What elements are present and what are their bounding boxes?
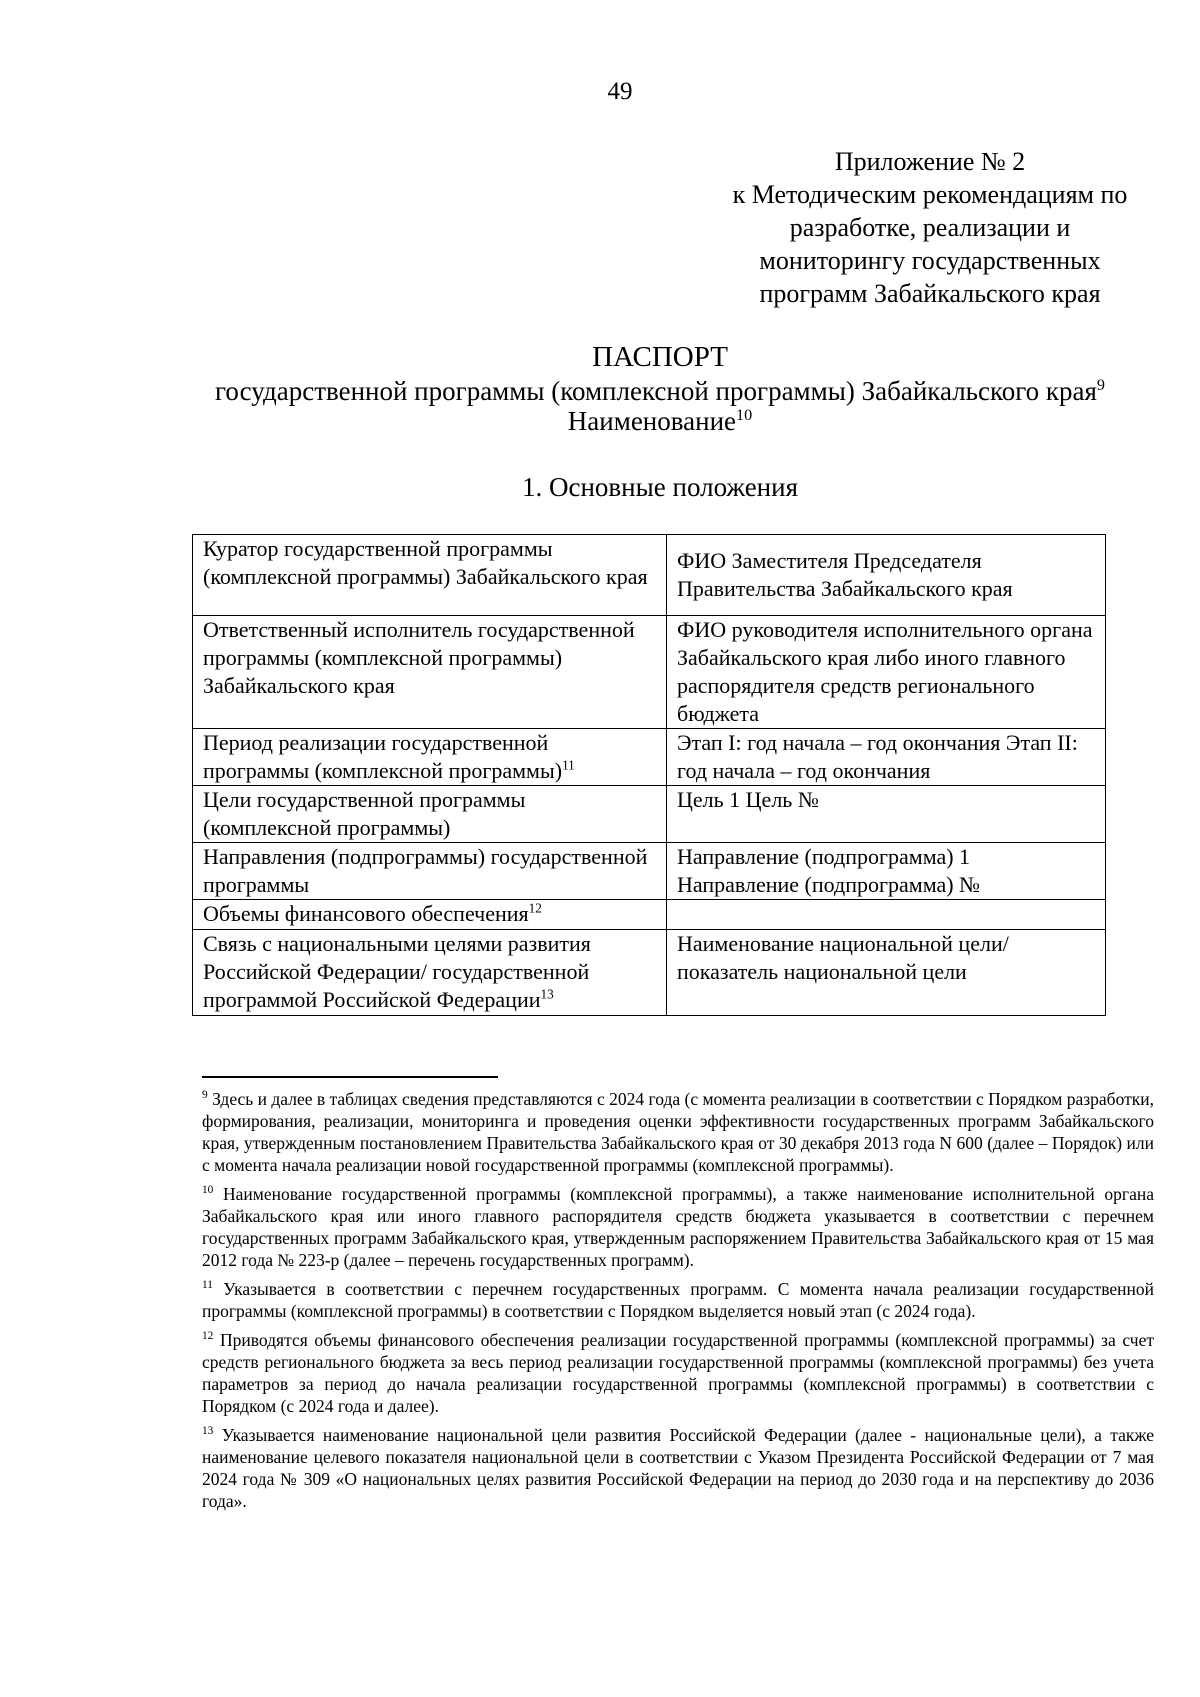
table-row (193, 900, 1106, 930)
footnotes (202, 1088, 1154, 1519)
table-row (193, 843, 1106, 900)
row-value (667, 900, 1106, 930)
footnote: $^{10}$ Наименование государственной программы (комплексной программы), а также наименование исполнительной органа Забайкальского края или иного главного распорядителя средств бюджета указывается в соответствии с перечнем государственных программ Забайкальского края, утвержденным распоряжением Правительства Забайкальского края от 15 мая 2012 года № 223-р (далее – перечень государственных программ). (202, 1184, 1154, 1270)
footnote: $^{11}$ Указывается в соответствии с перечнем государственных программ. С момента начала реализации государственной программы (комплексной программы) в соответствии с Порядком выделяется новый этап (с 2024 года). (202, 1279, 1154, 1321)
footnote-number: 13 (202, 1425, 214, 1438)
appendix-line: к Методическим рекомендациям по (732, 180, 1128, 209)
footnote-separator (202, 1076, 498, 1078)
table-row (193, 729, 1106, 786)
footnote-number: 12 (202, 1330, 214, 1343)
table-row (193, 786, 1106, 843)
table-row (193, 535, 1106, 616)
footnote: $^{13}$ Указывается наименование национальной цели развития Российской Федерации (далее - национальные цели), а также наименование целевого показателя национальной цели в соответствии с Указом Президента Российской Федерации от 7 мая 2024 года № 309 «О национальных целях развития Российской Федерации на период до 2030 года и на перспективу до 2036 года». (202, 1425, 1155, 1511)
footnote: $^9$ Здесь и далее в таблицах сведения представляются с 2024 года (с момента реализации в соответствии с Порядком разработки, формирования, реализации, мониторинга и проведения оценки эффективности государственных программ Забайкальского края, утвержденным постановлением Правительства Забайкальского края от 30 декабря 2013 года N 600 (далее – Порядок) или с момента начала реализации новой государственной программы (комплексной программы). (202, 1089, 1155, 1175)
appendix-line: программ Забайкальского края (759, 279, 1101, 308)
footnote-ref: 13 (540, 986, 554, 1002)
row-label: Период реализации государственной программы (комплексной программы)$^{11}$ (193, 729, 667, 786)
row-value: Направление (подпрограмма) 1 Направление (подпрограмма) № (667, 843, 1106, 900)
row-label: Связь с национальными целями развития Российской Федерации/ государственной программой Российской Федерации$^{13}$ (193, 930, 667, 1016)
page-number: 49 (607, 78, 633, 105)
appendix-line: разработке, реализации и (789, 213, 1071, 242)
footnote-ref: 12 (528, 900, 542, 916)
row-value: Наименование национальной цели/показатель национальной цели (667, 930, 1106, 1016)
passport-subtitle: государственной программы (комплексной программы) Забайкальского края$^9$ (215, 376, 1105, 406)
footnote-number: 11 (202, 1279, 213, 1292)
row-value: ФИО руководителя исполнительного органа Забайкальского края либо иного главного распорядителя средств регионального бюджета (667, 616, 1106, 729)
footnote-ref: 11 (562, 757, 575, 773)
footnote-number: 9 (202, 1089, 208, 1102)
row-label: Объемы финансового обеспечения$^{12}$ (193, 900, 667, 930)
footnote: $^{12}$ Приводятся объемы финансового обеспечения реализации государственной программы (комплексной программы) за счет средств регионального бюджета за весь период реализации государственной программы (комплексной программы) без учета параметров за период до начала реализации государственной программы (комплексной программы) в соответствии с Порядком (с 2024 года и далее). (202, 1330, 1154, 1416)
footnote-ref: 9 (1096, 376, 1105, 394)
row-value: Цель 1 Цель № (667, 786, 1106, 843)
row-label: Куратор государственной программы (комплексной программы) Забайкальского края (193, 535, 667, 616)
appendix-line: мониторингу государственных (759, 246, 1101, 275)
appendix-header (680, 145, 1180, 310)
appendix-line: Приложение № 2 (834, 147, 1026, 176)
footnote-ref: 10 (736, 406, 753, 424)
footnote-number: 10 (202, 1184, 214, 1197)
passport-title: ПАСПОРТ (592, 341, 728, 373)
row-value: Этап I: год начала – год окончания Этап II: год начала – год окончания (667, 729, 1106, 786)
row-label: Цели государственной программы (комплексной программы) (193, 786, 667, 843)
section-heading: 1. Основные положения (522, 472, 798, 502)
row-label: Направления (подпрограммы) государственной программы (193, 843, 667, 900)
table-row (193, 930, 1106, 1016)
passport-table (192, 534, 1106, 1016)
table-row (193, 616, 1106, 729)
row-value: ФИО Заместителя Председателя Правительства Забайкальского края (667, 535, 1106, 616)
row-label: Ответственный исполнитель государственной программы (комплексной программы) Забайкальского края (193, 616, 667, 729)
passport-name-label: Наименование$^{10}$ (567, 406, 753, 436)
